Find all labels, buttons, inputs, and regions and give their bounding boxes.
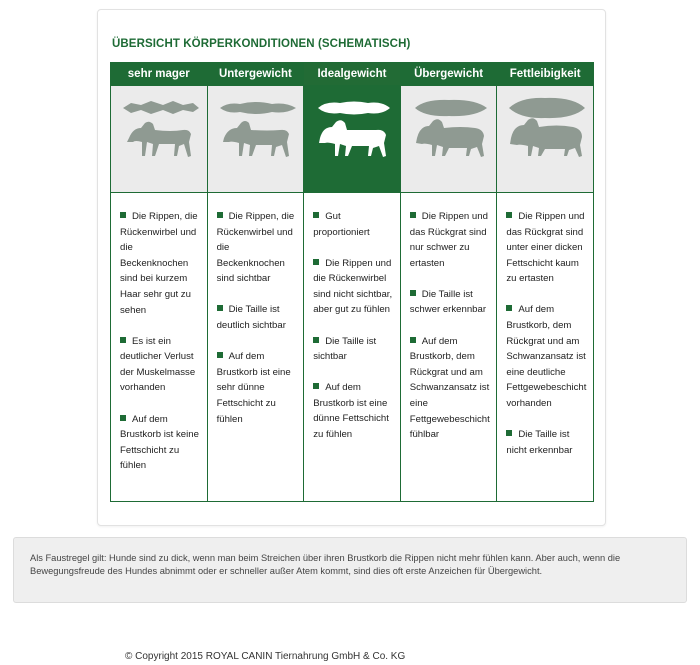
dog-illustration-panel xyxy=(208,86,304,193)
list-item: Die Rippen und das Rückgrat sind unter einer dicken Fettschicht kaum zu ertasten xyxy=(506,211,585,285)
dog-illustration-panel xyxy=(111,86,207,193)
rule-of-thumb-note: Als Faustregel gilt: Hunde sind zu dick, wenn man beim Streichen über ihren Brustkorb die Rippen nicht mehr fühlen kann. Aber auch, wenn die Bewegungsfreude des Hundes abnimmt oder er schneller außer Atem kommt, sind dies oft erste Anzeichen für Übergewicht. xyxy=(13,537,687,603)
column-text xyxy=(401,193,497,501)
bullet-square-icon xyxy=(217,212,223,218)
list-item: Die Taille ist nicht erkennbar xyxy=(506,429,573,456)
list-item: Es ist ein deutlicher Verlust der Muskelmasse vorhanden xyxy=(120,335,196,394)
column-text xyxy=(497,193,593,501)
list-item: Die Rippen, die Rückenwirbel und die Beckenknochen sind sichtbar xyxy=(216,211,295,285)
column-untergewicht xyxy=(207,63,304,501)
column-heading: sehr mager xyxy=(111,63,207,86)
list-item: Auf dem Brustkorb ist keine Fettschicht zu fühlen xyxy=(120,413,199,472)
dog-illustration-panel xyxy=(304,86,400,193)
bullet-square-icon xyxy=(313,259,319,265)
column-text xyxy=(208,193,304,501)
bullet-square-icon xyxy=(120,337,126,343)
column-heading: Untergewicht xyxy=(208,63,304,86)
dog-silhouette-icon xyxy=(497,86,593,192)
list-item: Die Rippen, die Rückenwirbel und die Beckenknochen sind bei kurzem Haar sehr gut zu sehen xyxy=(120,211,198,316)
bullet-square-icon xyxy=(217,305,223,311)
column-heading: Idealgewicht xyxy=(304,63,400,86)
page-title: ÜBERSICHT KÖRPERKONDITIONEN (SCHEMATISCH) xyxy=(112,38,411,50)
dog-silhouette-icon xyxy=(111,86,207,192)
bullet-square-icon xyxy=(506,430,512,436)
list-item: Die Rippen und die Rückenwirbel sind nicht sichtbar, aber gut zu fühlen xyxy=(313,257,393,316)
column-uebergewicht xyxy=(400,63,497,501)
list-item: Auf dem Brustkorb ist eine dünne Fettschicht zu fühlen xyxy=(313,382,389,441)
bullet-square-icon xyxy=(506,305,512,311)
column-sehr-mager xyxy=(111,63,207,501)
bullet-square-icon xyxy=(313,383,319,389)
column-heading: Übergewicht xyxy=(401,63,497,86)
bullet-square-icon xyxy=(410,290,416,296)
dog-silhouette-icon xyxy=(208,86,304,192)
bullet-square-icon xyxy=(313,337,319,343)
bullet-square-icon xyxy=(120,415,126,421)
dog-silhouette-icon xyxy=(304,86,400,192)
list-item: Auf dem Brustkorb, dem Rückgrat und am Schwanzansatz ist eine Fettgewebeschicht fühlbar xyxy=(409,335,490,441)
list-item: Die Rippen und das Rückgrat sind nur schwer zu ertasten xyxy=(409,211,488,269)
list-item: Die Taille ist deutlich sichtbar xyxy=(216,304,286,332)
column-idealgewicht xyxy=(303,63,400,501)
column-heading: Fettleibigkeit xyxy=(497,63,593,86)
bullet-square-icon xyxy=(313,212,319,218)
body-condition-table xyxy=(110,62,594,502)
bullet-square-icon xyxy=(410,212,416,218)
dog-silhouette-icon xyxy=(401,86,497,192)
list-item: Auf dem Brustkorb ist eine sehr dünne Fettschicht zu fühlen xyxy=(216,351,291,425)
column-text xyxy=(111,193,207,501)
list-item: Gut proportioniert xyxy=(313,211,370,238)
bullet-square-icon xyxy=(410,337,416,343)
column-text xyxy=(304,193,400,501)
bullet-square-icon xyxy=(217,352,223,358)
copyright-footer: © Copyright 2015 ROYAL CANIN Tiernahrung GmbH & Co. KG xyxy=(125,651,406,662)
dog-illustration-panel xyxy=(497,86,593,193)
dog-illustration-panel xyxy=(401,86,497,193)
list-item: Die Taille ist sichtbar xyxy=(313,335,377,363)
column-fettleibigkeit xyxy=(496,63,593,501)
list-item: Die Taille ist schwer erkennbar xyxy=(409,288,487,316)
bullet-square-icon xyxy=(506,212,512,218)
bullet-square-icon xyxy=(120,212,126,218)
list-item: Auf dem Brustkorb, dem Rückgrat und am Schwanzansatz ist eine deutliche Fettgewebeschicht vorhanden xyxy=(506,304,587,410)
